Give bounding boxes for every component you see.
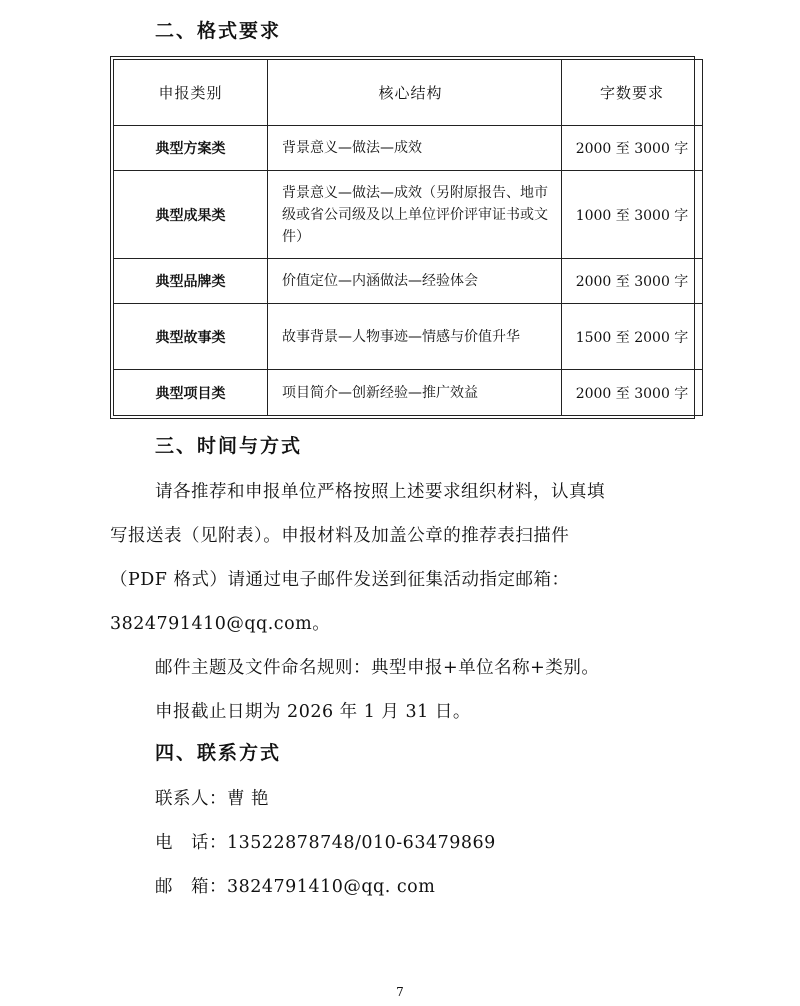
table-row	[114, 259, 703, 304]
table-row	[114, 126, 703, 171]
header-words: 字数要求	[562, 60, 703, 126]
row-category: 典型成果类	[114, 171, 268, 259]
table-row	[114, 171, 703, 259]
page-number: 7	[396, 985, 404, 999]
section-heading-contact: 四、联系方式	[155, 742, 282, 764]
paragraph-line: （PDF 格式）请通过电子邮件发送到征集活动指定邮箱：	[110, 570, 570, 590]
paragraph-line: 写报送表（见附表）。申报材料及加盖公章的推荐表扫描件	[110, 526, 570, 546]
row-category: 典型方案类	[114, 126, 268, 171]
row-category: 典型项目类	[114, 370, 268, 416]
row-words: 2000 至 3000 字	[562, 259, 703, 304]
row-structure: 价值定位—内涵做法—经验体会	[268, 259, 562, 304]
row-structure: 背景意义—做法—成效（另附原报告、地市级或省公司级及以上单位评价评审证书或文件）	[268, 171, 562, 259]
table-header-row	[114, 60, 703, 126]
section-heading-format: 二、格式要求	[155, 20, 282, 42]
email-address-line: 3824791410@qq.com。	[110, 614, 331, 634]
row-words: 1500 至 2000 字	[562, 304, 703, 370]
contact-email: 邮 箱：3824791410@qq. com	[155, 877, 436, 897]
contact-person: 联系人：曹 艳	[155, 789, 270, 809]
requirements-table	[110, 56, 695, 419]
row-category: 典型品牌类	[114, 259, 268, 304]
header-category: 申报类别	[114, 60, 268, 126]
paragraph-line: 请各推荐和申报单位严格按照上述要求组织材料，认真填	[155, 482, 605, 502]
naming-rule-line: 邮件主题及文件命名规则：典型申报+单位名称+类别。	[155, 658, 600, 678]
row-category: 典型故事类	[114, 304, 268, 370]
header-structure: 核心结构	[268, 60, 562, 126]
contact-phone: 电 话：13522878748/010-63479869	[155, 833, 496, 853]
row-structure: 故事背景—人物事迹—情感与价值升华	[268, 304, 562, 370]
deadline-line: 申报截止日期为 2026 年 1 月 31 日。	[155, 702, 471, 722]
row-words: 2000 至 3000 字	[562, 126, 703, 171]
row-structure: 背景意义—做法—成效	[268, 126, 562, 171]
table-row	[114, 304, 703, 370]
row-structure: 项目简介—创新经验—推广效益	[268, 370, 562, 416]
table-row	[114, 370, 703, 416]
row-words: 1000 至 3000 字	[562, 171, 703, 259]
row-words: 2000 至 3000 字	[562, 370, 703, 416]
section-heading-time-method: 三、时间与方式	[155, 435, 303, 457]
